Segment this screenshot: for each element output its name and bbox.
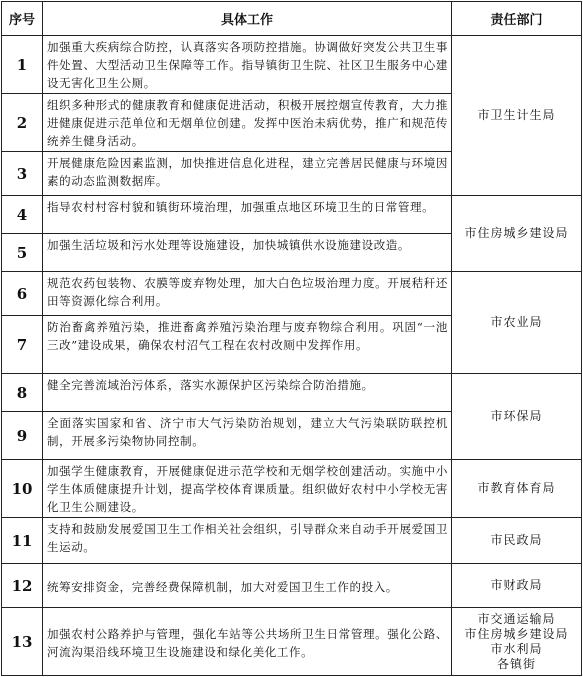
row-number: 4: [2, 196, 43, 234]
row-work: 全面落实国家和省、济宁市大气污染防治规划，建立大气污染联防联控机制，开展多污染物协同控制。: [43, 412, 452, 460]
row-number: 10: [2, 460, 43, 518]
responsibility-table: [1, 1, 582, 676]
row-work: 规范农药包装物、农膜等废弃物处理，加大白色垃圾治理力度。开展秸秆还田等资源化综合利用。: [43, 272, 452, 316]
dept-agriculture: 市农业局: [452, 272, 582, 374]
row-number: 7: [2, 316, 43, 374]
row-number: 6: [2, 272, 43, 316]
dept-water: 市水利局: [490, 641, 543, 656]
table-row: [2, 460, 582, 518]
row-work: 指导农村村容村貌和镇街环境治理，加强重点地区环境卫生的日常管理。: [43, 196, 452, 234]
dept-education: 市教育体育局: [452, 460, 582, 518]
table-row: [2, 196, 582, 234]
table-row: [2, 272, 582, 316]
table-row: [2, 374, 582, 412]
header-dept: 责任部门: [452, 2, 582, 36]
dept-health: 市卫生计生局: [452, 36, 582, 196]
dept-housing: 市住房城乡建设局: [452, 196, 582, 272]
dept-housing-2: 市住房城乡建设局: [464, 626, 569, 641]
row-number: 3: [2, 152, 43, 196]
table-row: [2, 564, 582, 608]
dept-transport: 市交通运输局: [477, 611, 556, 626]
row-work: 开展健康危险因素监测，加快推进信息化进程，建立完善居民健康与环境因素的动态监测数据库。: [43, 152, 452, 196]
dept-civil: 市民政局: [452, 518, 582, 564]
row-work: 健全完善流域治污体系，落实水源保护区污染综合防治措施。: [43, 374, 452, 412]
row-work: 加强学生健康教育，开展健康促进示范学校和无烟学校创建活动。实施中小学生体质健康提升计划，提高学校体育课质量。组织做好农村中小学校无害化卫生公厕建设。: [43, 460, 452, 518]
table-row: [2, 608, 582, 676]
dept-environment: 市环保局: [452, 374, 582, 460]
row-work: 防治畜禽养殖污染，推进畜禽养殖污染治理与废弃物综合利用。巩固“一池三改”建设成果，确保农村沼气工程在农村改厕中发挥作用。: [43, 316, 452, 374]
row-number: 11: [2, 518, 43, 564]
header-no: 序号: [2, 2, 43, 36]
row-number: 2: [2, 94, 43, 152]
row-number: 13: [2, 608, 43, 676]
row-work: 统筹安排资金，完善经费保障机制，加大对爱国卫生工作的投入。: [43, 564, 452, 608]
row-work: 加强农村公路养护与管理，强化车站等公共场所卫生日常管理。强化公路、河流沟渠沿线环境卫生设施建设和绿化美化工作。: [43, 608, 452, 676]
row-number: 12: [2, 564, 43, 608]
dept-last-group: [452, 608, 582, 676]
row-work: 加强生活垃圾和污水处理等设施建设，加快城镇供水设施建设改造。: [43, 234, 452, 272]
row-work: 组织多种形式的健康教育和健康促进活动，积极开展控烟宣传教育，大力推进健康促进示范单位和无烟单位创建。发挥中医治未病优势，推广和规范传统养生健身活动。: [43, 94, 452, 152]
header-work: 具体工作: [43, 2, 452, 36]
row-work: 加强重大疾病综合防控，认真落实各项防控措施。协调做好突发公共卫生事件处置、大型活动卫生保障等工作。指导镇街卫生院、社区卫生服务中心建设无害化卫生公厕。: [43, 36, 452, 94]
row-number: 9: [2, 412, 43, 460]
table-row: [2, 518, 582, 564]
dept-finance: 市财政局: [452, 564, 582, 608]
row-work: 支持和鼓励发展爱国卫生工作相关社会组织，引导群众来自动手开展爱国卫生运动。: [43, 518, 452, 564]
row-number: 8: [2, 374, 43, 412]
dept-towns: 各镇街: [496, 656, 536, 671]
table-row: [2, 36, 582, 94]
row-number: 5: [2, 234, 43, 272]
row-number: 1: [2, 36, 43, 94]
table-header-row: [2, 2, 582, 36]
